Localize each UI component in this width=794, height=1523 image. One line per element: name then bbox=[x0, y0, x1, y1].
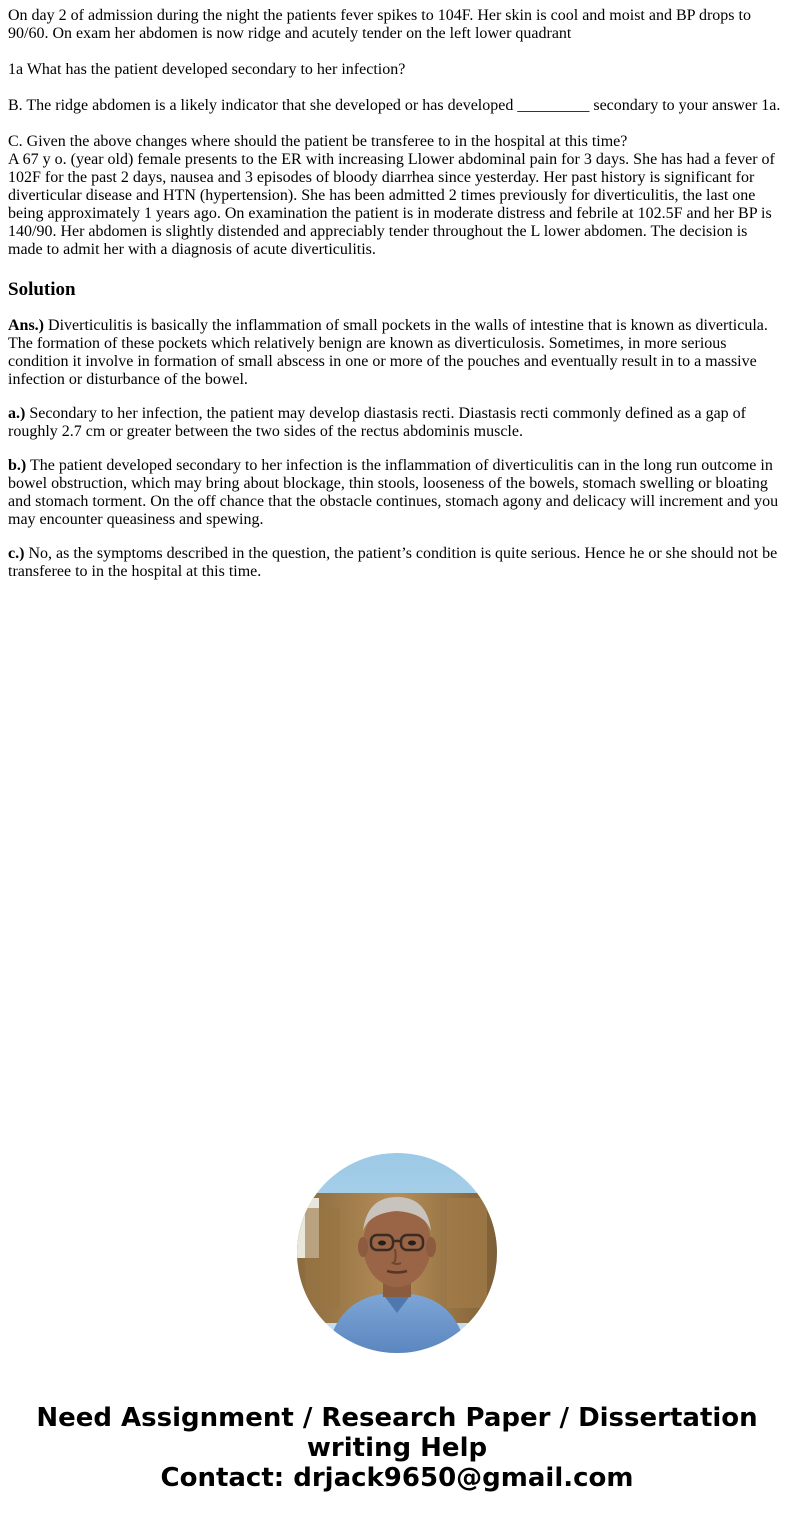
author-avatar bbox=[297, 1153, 497, 1353]
footer-promo bbox=[0, 1403, 794, 1493]
solution-heading: Solution bbox=[8, 279, 76, 300]
question-c: C. Given the above changes where should the patient be transferee to in the hospital at this time? bbox=[8, 133, 628, 150]
question-b: B. The ridge abdomen is a likely indicator that she developed or has developed _________ secondary to your answer 1a. bbox=[8, 97, 781, 114]
document-content bbox=[8, 7, 786, 581]
answer-intro-label: Ans.) bbox=[8, 317, 45, 334]
case-description: A 67 y o. (year old) female presents to the ER with increasing Llower abdominal pain for 3 days. She has had a fever of 102F for the past 2 days, nausea and 3 episodes of bloody diarrhea since yesterday. Her past history is significant for diverticular disease and HTN (hypertension). She has been admitted 2 times previously for diverticulitis, the last one being approximately 1 years ago. On examination the patient is in moderate distress and febrile at 102.5F and her BP is 140/90. Her abdomen is slightly distended and appreciably tender throughout the L lower abdomen. The decision is made to admit her with a diagnosis of acute diverticulitis. bbox=[8, 151, 779, 258]
answer-b-text: The patient developed secondary to her infection is the inflammation of diverticulitis can in the long run outcome in bowel obstruction, which may bring about blockage, thin stools, looseness of the bowels, stomach swelling or bloating and stomach torment. On the off chance that the obstacle continues, stomach agony and delicacy will increment and you may encounter queasiness and spewing. bbox=[8, 457, 779, 528]
question-1a: 1a What has the patient developed secondary to her infection? bbox=[8, 61, 406, 78]
answer-c-text: No, as the symptoms described in the question, the patient’s condition is quite serious. Hence he or she should not be transferee to in the hospital at this time. bbox=[8, 545, 778, 580]
footer-line-1: Need Assignment / Research Paper / Dissertation bbox=[36, 1403, 758, 1433]
answer-c-label: c.) bbox=[8, 545, 25, 562]
answer-b bbox=[8, 457, 786, 529]
footer-line-2: writing Help bbox=[306, 1433, 488, 1463]
answer-a-text: Secondary to her infection, the patient may develop diastasis recti. Diastasis recti commonly defined as a gap of roughly 2.7 cm or greater between the two sides of the rectus abdominis muscle. bbox=[8, 405, 746, 440]
question-intro-line-1: On day 2 of admission during the night the patients fever spikes to 104F. Her skin is cool and moist and BP drops to bbox=[8, 7, 751, 24]
answer-a bbox=[8, 405, 786, 441]
question-intro-line-2: 90/60. On exam her abdomen is now ridge and acutely tender on the left lower quadrant bbox=[8, 25, 572, 42]
answer-c bbox=[8, 545, 786, 581]
answer-a-label: a.) bbox=[8, 405, 26, 422]
answer-intro-text: Diverticulitis is basically the inflammation of small pockets in the walls of intestine that is known as diverticula. The formation of these pockets which relatively benign are known as diverticulosis. Sometimes, in more serious condition it involve in formation of small abscess in one or more of the pouches and eventually result in to a massive infection or disturbance of the bowel. bbox=[8, 317, 768, 388]
author-photo-icon bbox=[297, 1153, 497, 1353]
answer-b-label: b.) bbox=[8, 457, 27, 474]
answer-intro bbox=[8, 317, 786, 389]
footer-contact: Contact: drjack9650@gmail.com bbox=[160, 1463, 634, 1493]
